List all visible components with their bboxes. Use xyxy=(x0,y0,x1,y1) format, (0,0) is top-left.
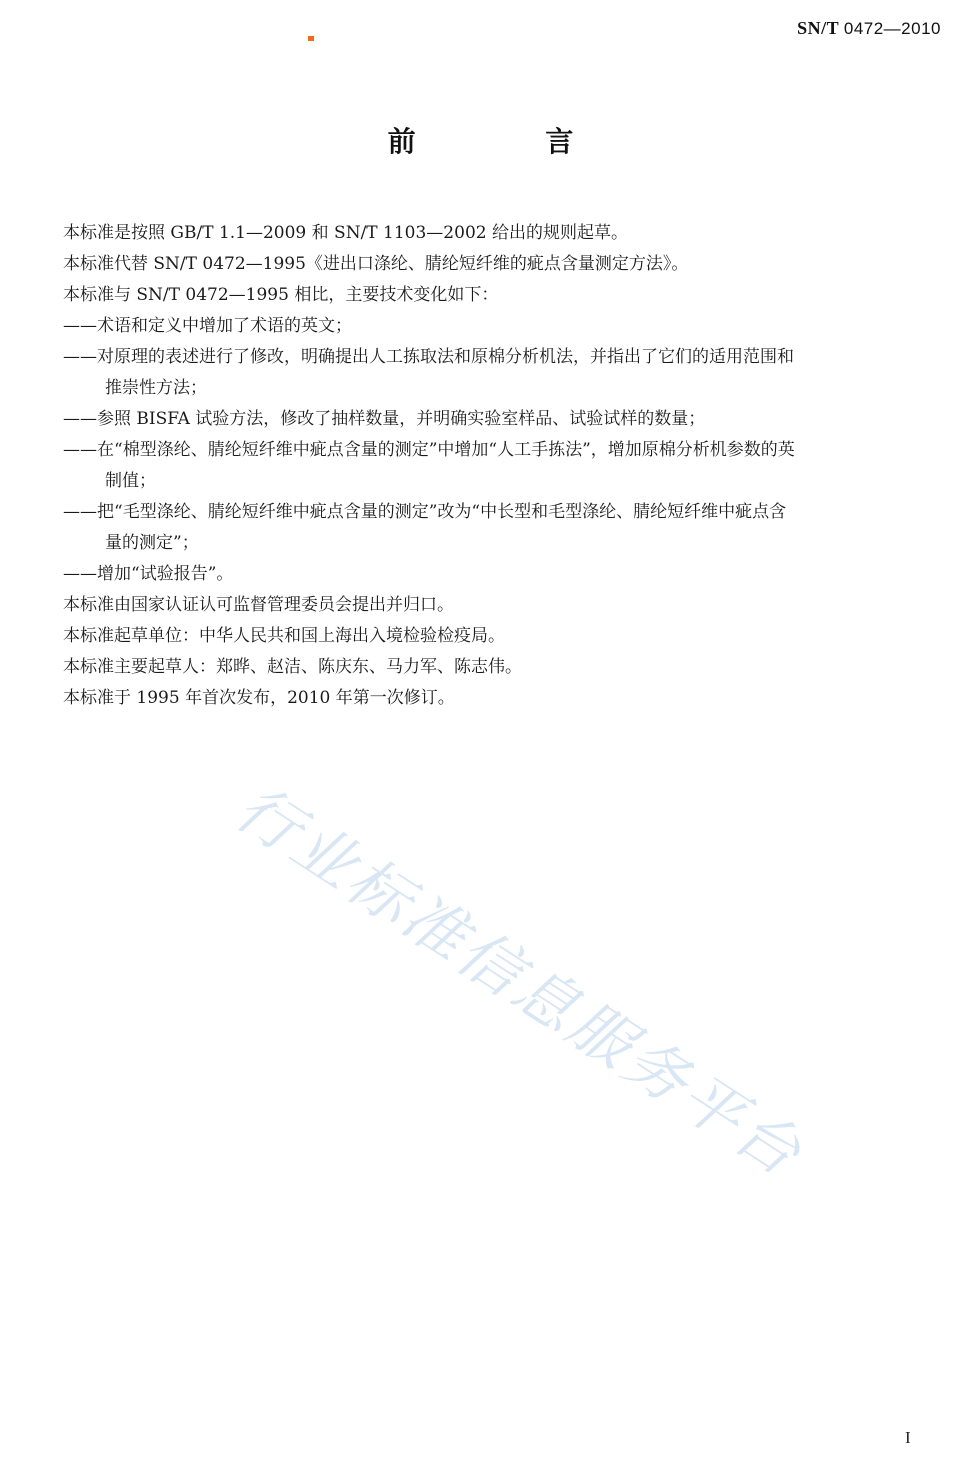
change-item xyxy=(63,342,943,404)
standard-prefix: SN/T xyxy=(797,18,839,38)
change-item-continuation: 制值； xyxy=(105,471,156,491)
paragraph-drafting-unit: 本标准起草单位：中华人民共和国上海出入境检验检疫局。 xyxy=(63,626,505,646)
page-number: I xyxy=(905,1428,911,1447)
change-item xyxy=(63,435,943,497)
paragraph-drafters: 本标准主要起草人：郑晔、赵洁、陈庆东、马力军、陈志伟。 xyxy=(63,657,522,677)
standard-number: 0472—2010 xyxy=(843,19,941,38)
change-item-text: ——把“毛型涤纶、腈纶短纤维中疵点含量的测定”改为“中长型和毛型涤纶、腈纶短纤维中疵点含 xyxy=(63,502,787,522)
change-item-text: ——在“棉型涤纶、腈纶短纤维中疵点含量的测定”中增加“人工手拣法”，增加原棉分析机参数的英 xyxy=(63,440,795,460)
standard-code xyxy=(797,18,941,39)
change-item-continuation: 推崇性方法； xyxy=(105,378,207,398)
paragraph-drafting-rules: 本标准是按照 GB/T 1.1—2009 和 SN/T 1103—2002 给出的规则起草。 xyxy=(63,223,628,243)
page-title: 前 言 xyxy=(387,125,634,158)
watermark-text: 行业标准信息服务平台 xyxy=(223,770,817,1192)
change-item xyxy=(63,404,943,435)
orange-mark xyxy=(308,36,314,41)
paragraph-history: 本标准于 1995 年首次发布，2010 年第一次修订。 xyxy=(63,688,455,708)
paragraph-replaces: 本标准代替 SN/T 0472—1995《进出口涤纶、腈纶短纤维的疵点含量测定方法》。 xyxy=(63,254,689,274)
change-item xyxy=(63,559,943,590)
change-item-text: ——增加“试验报告”。 xyxy=(63,564,234,584)
change-item-text: ——对原理的表述进行了修改，明确提出人工拣取法和原棉分析机法，并指出了它们的适用范围和 xyxy=(63,347,794,367)
change-item xyxy=(63,497,943,559)
paragraph-proposer: 本标准由国家认证认可监督管理委员会提出并归口。 xyxy=(63,595,454,615)
change-item xyxy=(63,311,943,342)
change-item-continuation: 量的测定”； xyxy=(105,533,199,553)
foreword-body xyxy=(63,218,943,714)
change-item-text: ——参照 BISFA 试验方法，修改了抽样数量，并明确实验室样品、试验试样的数量； xyxy=(63,409,706,429)
change-item-text: ——术语和定义中增加了术语的英文； xyxy=(63,316,352,336)
paragraph-changes-intro: 本标准与 SN/T 0472—1995 相比，主要技术变化如下： xyxy=(63,285,499,305)
